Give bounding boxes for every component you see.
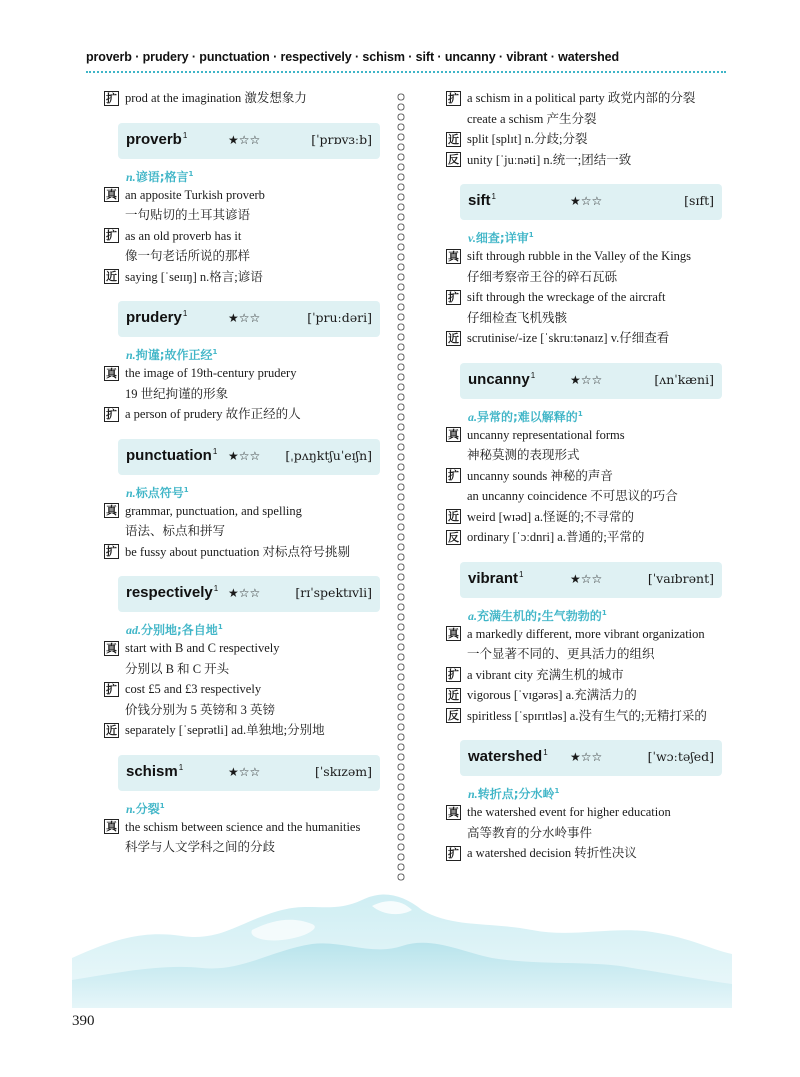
sense-superscript: 1	[601, 608, 607, 617]
entry-line	[440, 267, 730, 288]
entry-line	[440, 843, 730, 864]
label-tag: 近	[106, 270, 117, 284]
headword-superscript: 1	[182, 309, 188, 318]
label-tag: 真	[448, 627, 459, 641]
entry-text: start with B and C respectively	[125, 641, 280, 656]
entry-text: 像一句老话所说的那样	[125, 249, 251, 264]
dictionary-entry	[98, 123, 388, 288]
label-tag: 近	[448, 132, 459, 146]
continued-line	[440, 109, 730, 130]
pronunciation: [sɪft]	[684, 193, 714, 208]
entry-text: create a schism 产生分裂	[467, 111, 597, 126]
frequency-stars: ★☆☆	[570, 372, 603, 387]
pronunciation: [ˈskɪzəm]	[314, 763, 372, 779]
headword-text: prudery	[126, 309, 182, 326]
part-of-speech: n.	[468, 787, 478, 801]
label-tag: 真	[106, 641, 117, 655]
headword	[126, 447, 217, 464]
headword-text: watershed	[468, 748, 543, 765]
entry-text: be fussy about punctuation 对标点符号挑剔	[125, 544, 350, 559]
entry-line	[98, 226, 388, 247]
entry-text: 高等教育的分水岭事件	[467, 825, 593, 840]
sense-superscript: 1	[159, 801, 165, 810]
entry-text: vigorous [ˈvɪgərəs] a.充满活力的	[467, 688, 637, 703]
entry-line	[98, 817, 388, 838]
dictionary-entry	[98, 439, 388, 563]
frequency-stars: ★☆☆	[570, 571, 603, 586]
dictionary-entry	[440, 363, 730, 548]
headword-superscript: 1	[182, 130, 188, 140]
page-number: 390	[72, 1013, 95, 1029]
headword	[468, 570, 523, 587]
entry-text: uncanny representational forms	[467, 427, 625, 442]
frequency-stars: ★☆☆	[228, 311, 261, 325]
continued-line	[440, 150, 730, 171]
label-tag: 扩	[106, 91, 117, 105]
headword-box	[118, 439, 380, 475]
part-of-speech: v.	[468, 231, 476, 245]
entry-line	[440, 425, 730, 446]
entry-line	[440, 527, 730, 548]
part-of-speech: n.	[126, 348, 136, 362]
dictionary-entry	[98, 576, 388, 741]
entry-line	[98, 521, 388, 542]
label-tag: 反	[448, 530, 459, 544]
sense-text: 细查;详审	[475, 231, 529, 245]
right-column	[440, 88, 730, 864]
label-tag: 近	[448, 688, 459, 702]
pronunciation: [ˈwɔːtəʃed]	[647, 749, 714, 764]
pronunciation: [rɪˈspektɪvli]	[295, 585, 372, 600]
headword-box	[460, 184, 722, 220]
entry-text: spiritless [ˈspɪrɪtləs] a.没有生气的;无精打采的	[467, 708, 707, 723]
label-tag: 近	[448, 331, 459, 345]
entry-text: scrutinise/-ize [ˈskruːtənaɪz] v.仔细查看	[467, 331, 670, 346]
entry-line	[98, 363, 388, 384]
entry-line	[440, 802, 730, 823]
label-tag: 真	[106, 188, 117, 202]
sense-definition	[440, 224, 730, 246]
headword-text: respectively	[126, 584, 213, 601]
entry-text: grammar, punctuation, and spelling	[125, 503, 302, 518]
pronunciation: [ˈprɒvɜːb]	[311, 131, 372, 147]
entry-line	[440, 823, 730, 844]
entry-line	[440, 445, 730, 466]
headword-superscript: 1	[519, 569, 524, 579]
part-of-speech: n.	[126, 485, 136, 500]
entry-text: an apposite Turkish proverb	[125, 187, 265, 202]
entry-text: a vibrant city 充满生机的城市	[467, 667, 624, 682]
entry-line	[98, 659, 388, 680]
left-column	[98, 88, 388, 858]
entry-text: 语法、标点和拼写	[125, 524, 226, 539]
headword	[126, 131, 187, 148]
continued-line	[440, 88, 730, 109]
label-tag: 真	[448, 428, 459, 442]
headword-text: proverb	[126, 130, 182, 148]
part-of-speech: n.	[126, 169, 136, 184]
entry-line	[98, 679, 388, 700]
entry-text: 价钱分别为 5 英镑和 3 英镑	[125, 702, 276, 717]
entry-line	[440, 706, 730, 727]
entry-text: 神秘莫测的表现形式	[467, 448, 580, 463]
entry-text: a schism in a political party 政党内部的分裂	[467, 91, 696, 106]
label-tag: 扩	[106, 545, 117, 559]
headword-text: sift	[468, 192, 491, 209]
entry-text: separately [ˈseprətli] ad.单独地;分别地	[125, 723, 325, 738]
pronunciation: [ˌpʌŋktʃuˈeɪʃn]	[285, 447, 372, 463]
headword-box	[118, 755, 380, 791]
pronunciation: [ʌnˈkæni]	[654, 371, 714, 387]
continued-line	[440, 129, 730, 150]
frequency-stars: ★☆☆	[228, 132, 261, 147]
headword-box	[460, 740, 722, 776]
part-of-speech: a.	[468, 409, 477, 424]
label-tag: 反	[448, 153, 459, 167]
entry-text: sift through the wreckage of the aircraft	[467, 290, 666, 305]
headword-superscript: 1	[212, 446, 218, 456]
entry-text: a watershed decision 转折性决议	[467, 846, 637, 861]
part-of-speech: n.	[126, 801, 136, 816]
sense-text: 拘谨;故作正经	[135, 348, 213, 362]
frequency-stars: ★☆☆	[228, 764, 261, 779]
headword-text: punctuation	[126, 446, 212, 464]
sense-text: 标点符号	[135, 485, 184, 500]
headword-superscript: 1	[491, 192, 496, 201]
entry-text: 19 世纪拘谨的形象	[125, 386, 229, 401]
entry-text: weird [wɪəd] a.怪诞的;不寻常的	[467, 509, 634, 524]
headword	[126, 309, 187, 326]
sense-definition	[440, 403, 730, 425]
entry-text: 一句贴切的土耳其谚语	[125, 208, 251, 223]
label-tag: 扩	[106, 407, 117, 421]
label-tag: 反	[448, 709, 459, 723]
entry-text: a person of prudery 故作正经的人	[125, 407, 301, 422]
headword-text: uncanny	[468, 370, 530, 388]
entry-line	[440, 328, 730, 349]
frequency-stars: ★☆☆	[228, 586, 261, 600]
frequency-stars: ★☆☆	[570, 194, 603, 208]
headword-box	[118, 123, 380, 159]
label-tag: 扩	[448, 290, 459, 304]
pronunciation: [ˈpruːdəri]	[307, 310, 372, 325]
sense-superscript: 1	[528, 231, 534, 239]
sense-definition	[98, 479, 388, 501]
sense-definition	[98, 795, 388, 817]
headword	[126, 584, 218, 601]
entry-line	[440, 308, 730, 329]
entry-line	[98, 205, 388, 226]
entry-line	[98, 185, 388, 206]
label-tag: 扩	[448, 91, 459, 105]
entry-text: an uncanny coincidence 不可思议的巧合	[467, 489, 678, 504]
label-tag: 近	[106, 723, 117, 737]
sense-text: 充满生机的;生气勃勃的	[477, 608, 602, 623]
headword-text: vibrant	[468, 569, 519, 587]
headword-box	[118, 576, 380, 612]
entry-text: 仔细检查飞机残骸	[467, 310, 568, 325]
column-divider	[396, 92, 406, 882]
sense-text: 转折点;分水岭	[477, 787, 555, 801]
dictionary-entry	[98, 755, 388, 858]
part-of-speech: ad.	[126, 623, 141, 637]
dictionary-entry	[440, 184, 730, 349]
label-tag: 真	[106, 820, 117, 834]
label-tag: 真	[448, 805, 459, 819]
sense-definition	[440, 780, 730, 802]
sense-text: 谚语;格言	[135, 169, 189, 184]
part-of-speech: a.	[468, 608, 477, 623]
sense-text: 分裂	[135, 801, 160, 816]
entry-text: 仔细考察帝王谷的碎石瓦砾	[467, 269, 618, 284]
headword-superscript: 1	[213, 584, 219, 593]
headword-box	[118, 301, 380, 337]
sense-text: 异常的;难以解释的	[477, 409, 578, 424]
label-tag: 扩	[106, 682, 117, 696]
sense-definition	[98, 616, 388, 638]
entry-text: 一个显著不同的、更具活力的组织	[467, 647, 655, 662]
entry-line	[98, 384, 388, 405]
entry-text: ordinary [ˈɔːdnri] a.普通的;平常的	[467, 530, 645, 545]
label-tag: 近	[448, 510, 459, 524]
sense-superscript: 1	[554, 787, 560, 795]
sense-superscript: 1	[577, 409, 583, 418]
header-rule	[86, 71, 726, 73]
dictionary-entry	[440, 740, 730, 864]
label-tag: 扩	[106, 229, 117, 243]
sense-definition	[98, 163, 388, 185]
entry-text: sift through rubble in the Valley of the Kings	[467, 249, 692, 264]
entry-text: unity [ˈjuːnəti] n.统一;团结一致	[467, 152, 632, 167]
sense-definition	[440, 602, 730, 624]
entry-text: 科学与人文学科之间的分歧	[125, 840, 276, 855]
label-tag: 扩	[448, 846, 459, 860]
entry-text: the image of 19th-century prudery	[125, 366, 297, 381]
entry-text: the schism between science and the humanities	[125, 819, 361, 834]
entry-line	[98, 638, 388, 659]
mountain-illustration	[72, 880, 732, 1008]
entry-line	[98, 837, 388, 858]
sense-superscript: 1	[183, 485, 189, 494]
running-head: proverb · prudery · punctuation · respectively · schism · sift · uncanny · vibrant · watershed	[86, 50, 620, 64]
entry-line	[98, 267, 388, 288]
entry-line	[440, 685, 730, 706]
headword	[468, 192, 496, 209]
headword-box	[460, 562, 722, 598]
headword	[126, 763, 183, 780]
label-tag: 真	[106, 504, 117, 518]
headword-superscript: 1	[178, 762, 184, 772]
headword-superscript: 1	[543, 748, 548, 757]
headword-text: schism	[126, 762, 178, 780]
entry-line	[440, 287, 730, 308]
entry-line	[440, 507, 730, 528]
sense-definition	[98, 341, 388, 363]
sense-superscript: 1	[212, 348, 218, 356]
dictionary-entry	[98, 301, 388, 425]
entry-line	[440, 246, 730, 267]
entry-line	[440, 665, 730, 686]
dictionary-entry	[440, 562, 730, 727]
label-tag: 扩	[448, 668, 459, 682]
entry-text: the watershed event for higher education	[467, 805, 671, 820]
entry-line	[98, 720, 388, 741]
entry-line	[440, 466, 730, 487]
entry-text: a markedly different, more vibrant organization	[467, 626, 705, 641]
headword	[468, 371, 535, 388]
entry-line	[98, 246, 388, 267]
entry-line	[98, 542, 388, 563]
entry-line	[440, 644, 730, 665]
frequency-stars: ★☆☆	[570, 750, 603, 764]
headword-box	[460, 363, 722, 399]
entry-line	[440, 486, 730, 507]
entry-line	[440, 624, 730, 645]
entry-line	[98, 501, 388, 522]
entry-text: split [splɪt] n.分歧;分裂	[467, 132, 588, 147]
sense-text: 分别地;各自地	[141, 623, 218, 637]
label-tag: 扩	[448, 469, 459, 483]
frequency-stars: ★☆☆	[228, 448, 261, 463]
entry-line	[98, 404, 388, 425]
pronunciation: [ˈvaɪbrənt]	[647, 570, 714, 586]
continued-line	[98, 88, 388, 109]
label-tag: 真	[106, 366, 117, 380]
headword	[468, 748, 548, 765]
sense-superscript: 1	[217, 623, 223, 631]
sense-superscript: 1	[188, 169, 194, 178]
entry-text: cost £5 and £3 respectively	[125, 682, 262, 697]
entry-line	[98, 700, 388, 721]
entry-text: saying [ˈseɪɪŋ] n.格言;谚语	[125, 269, 263, 284]
entry-text: prod at the imagination 激发想象力	[125, 91, 307, 106]
label-tag: 真	[448, 249, 459, 263]
entry-text: uncanny sounds 神秘的声音	[467, 468, 613, 483]
entry-text: 分别以 B 和 C 开头	[125, 661, 230, 676]
headword-superscript: 1	[530, 370, 536, 380]
entry-text: as an old proverb has it	[125, 228, 242, 243]
